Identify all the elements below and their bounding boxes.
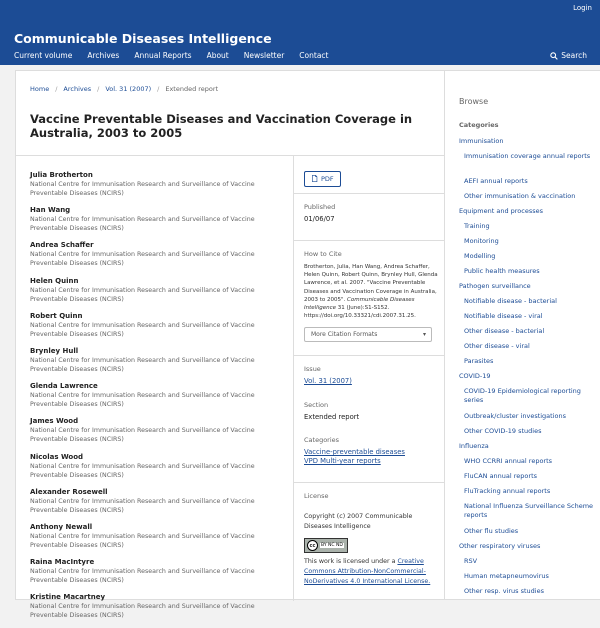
category-group-link[interactable]: Equipment and processes — [459, 207, 544, 215]
author-name: Alexander Rosewell — [30, 487, 108, 496]
author-affiliation: National Centre for Immunisation Research and Surveillance of Vaccine Preventable Diseases (NCIRS) — [30, 603, 255, 620]
categories-block — [304, 436, 439, 466]
breadcrumb — [30, 85, 218, 93]
author-affiliation: National Centre for Immunisation Research and Surveillance of Vaccine Preventable Diseases (NCIRS) — [30, 356, 255, 373]
breadcrumb-archives[interactable]: Archives — [63, 85, 92, 93]
citation-authors: Brotherton, Julia, Han Wang, Andrea Schaffer, Helen Quinn, Robert Quinn, Brynley Hull, Glenda Lawrence, et al. 2007. "Vaccine Preventable Diseases and Vaccination Coverage in Australia, 2003 to 2005". — [304, 264, 438, 303]
category-link[interactable]: COVID-19 Epidemiological reporting series — [464, 387, 581, 404]
browse-heading: Browse — [459, 97, 489, 106]
category-link[interactable]: Other COVID-19 studies — [464, 427, 542, 435]
citation-journal: Communicable Diseases Intelligence — [304, 296, 415, 312]
category-link[interactable]: Modelling — [464, 252, 496, 260]
category-link[interactable]: FluCAN annual reports — [464, 472, 538, 480]
category-link[interactable]: Human metapneumovirus — [464, 572, 549, 580]
nav-current-volume[interactable]: Current volume — [14, 51, 73, 60]
nav-contact[interactable]: Contact — [299, 51, 329, 60]
categories-label: Categories — [304, 436, 340, 444]
author-affiliation: National Centre for Immunisation Research and Surveillance of Vaccine Preventable Diseases (NCIRS) — [30, 497, 255, 514]
author-entry — [30, 453, 285, 488]
divider — [16, 155, 446, 156]
license-intro: This work is licensed under a — [304, 558, 396, 565]
category-link[interactable]: Immunisation coverage annual reports — [464, 152, 591, 160]
author-name: Robert Quinn — [30, 311, 83, 320]
breadcrumb-home[interactable]: Home — [30, 85, 50, 93]
category-group-link[interactable]: Influenza — [459, 442, 489, 450]
author-affiliation: National Centre for Immunisation Research and Surveillance of Vaccine Preventable Diseases (NCIRS) — [30, 392, 255, 409]
cite-label: How to Cite — [304, 250, 342, 258]
category-link[interactable]: Notifiable disease - viral — [464, 312, 543, 320]
section-label: Section — [304, 401, 329, 409]
author-affiliation: National Centre for Immunisation Research and Surveillance of Vaccine Preventable Diseases (NCIRS) — [30, 181, 255, 197]
nav-archives[interactable]: Archives — [87, 51, 120, 60]
nav-about[interactable]: About — [206, 51, 229, 60]
author-affiliation: National Centre for Immunisation Research and Surveillance of Vaccine Preventable Diseases (NCIRS) — [30, 251, 255, 268]
page-title: Vaccine Preventable Diseases and Vaccination Coverage in Australia, 2003 to 2005 — [30, 112, 413, 140]
citation-formats-dropdown[interactable] — [304, 327, 432, 342]
author-name: Glenda Lawrence — [30, 382, 98, 391]
section-block — [304, 401, 439, 422]
author-affiliation: National Centre for Immunisation Research and Surveillance of Vaccine Preventable Diseases (NCIRS) — [30, 532, 255, 549]
author-entry — [30, 593, 285, 628]
author-entry — [30, 171, 285, 206]
search-link[interactable] — [550, 51, 587, 60]
caret-down-icon: ▾ — [422, 331, 426, 339]
category-link[interactable]: Vaccine-preventable diseases — [304, 448, 405, 456]
article-details — [304, 167, 439, 585]
article-panel — [15, 70, 445, 620]
category-link[interactable]: Other disease - viral — [464, 342, 530, 350]
author-entry — [30, 277, 285, 312]
category-link[interactable]: Public health measures — [464, 267, 540, 275]
license-link[interactable]: Creative Commons Attribution-NonCommercial-NoDerivatives 4.0 International License. — [304, 558, 431, 585]
category-link[interactable]: National Influenza Surveillance Scheme reports — [464, 502, 594, 519]
divider — [294, 193, 446, 194]
category-link[interactable]: RSV — [464, 557, 478, 565]
divider — [294, 482, 446, 483]
pdf-label: PDF — [321, 174, 334, 183]
nav-newsletter[interactable]: Newsletter — [243, 51, 285, 60]
category-link[interactable]: Parasites — [464, 357, 494, 365]
category-link[interactable]: FluTracking annual reports — [464, 487, 551, 495]
cc-by-nc-nd-label: BY NC ND — [321, 543, 343, 548]
divider — [294, 355, 446, 356]
search-icon — [550, 52, 558, 60]
license-label: License — [304, 492, 329, 500]
category-group-link[interactable]: Pathogen surveillance — [459, 282, 531, 290]
published-date: 01/06/07 — [304, 215, 335, 223]
category-link[interactable]: Notifiable disease - bacterial — [464, 297, 557, 305]
divider — [293, 155, 294, 601]
login-link[interactable]: Login — [573, 4, 592, 12]
author-name: James Wood — [30, 417, 79, 426]
citation-block — [304, 250, 439, 342]
nav-annual-reports[interactable]: Annual Reports — [134, 51, 192, 60]
file-pdf-icon — [311, 175, 318, 182]
author-affiliation: National Centre for Immunisation Research and Surveillance of Vaccine Preventable Diseases (NCIRS) — [30, 568, 255, 585]
main-nav — [14, 51, 328, 60]
author-entry — [30, 312, 285, 347]
author-entry — [30, 523, 285, 558]
issue-label: Issue — [304, 365, 321, 373]
issue-link[interactable]: Vol. 31 (2007) — [304, 377, 352, 385]
author-affiliation: National Centre for Immunisation Research and Surveillance of Vaccine Preventable Diseases (NCIRS) — [30, 216, 255, 233]
category-link[interactable]: AEFI annual reports — [464, 177, 528, 185]
category-link[interactable]: WHO CCRRI annual reports — [464, 457, 553, 465]
author-affiliation: National Centre for Immunisation Research and Surveillance of Vaccine Preventable Diseases (NCIRS) — [30, 286, 255, 303]
author-entry — [30, 558, 285, 593]
published-block — [304, 203, 439, 224]
category-link[interactable]: Other resp. virus studies — [464, 587, 544, 595]
license-text — [304, 557, 439, 587]
search-label: Search — [561, 51, 587, 60]
citation-rest: 31 (June):S1-S152. https://doi.org/10.33321/cdi.2007.31.25. — [304, 305, 416, 320]
breadcrumb-separator: / — [97, 85, 100, 93]
category-link[interactable]: Outbreak/cluster investigations — [464, 412, 567, 420]
category-link[interactable]: Other disease - bacterial — [464, 327, 545, 335]
author-entry — [30, 241, 285, 276]
cc-license-badge[interactable] — [304, 538, 348, 553]
author-name: Kristine Macartney — [30, 593, 106, 602]
author-name: Nicolas Wood — [30, 452, 84, 461]
divider — [294, 240, 446, 241]
category-link[interactable]: Training — [464, 222, 490, 230]
author-entry — [30, 347, 285, 382]
author-name: Julia Brotherton — [30, 171, 93, 179]
breadcrumb-issue[interactable]: Vol. 31 (2007) — [105, 85, 152, 93]
author-affiliation: National Centre for Immunisation Research and Surveillance of Vaccine Preventable Diseases (NCIRS) — [30, 427, 255, 444]
author-entry — [30, 417, 285, 452]
pdf-download-button[interactable] — [304, 171, 341, 187]
site-header — [0, 0, 600, 65]
browse-sidebar — [445, 70, 600, 600]
category-group-link[interactable]: Other respiratory viruses — [459, 542, 541, 550]
author-name: Helen Quinn — [30, 276, 79, 285]
author-name: Anthony Newall — [30, 522, 93, 531]
author-name: Brynley Hull — [30, 346, 79, 355]
author-affiliation: National Centre for Immunisation Research and Surveillance of Vaccine Preventable Diseases (NCIRS) — [30, 462, 255, 479]
breadcrumb-current: Extended report — [165, 85, 219, 93]
categories-heading: Categories — [459, 121, 499, 129]
license-block — [304, 492, 439, 587]
breadcrumb-separator: / — [157, 85, 160, 93]
category-link[interactable]: Other flu studies — [464, 527, 519, 535]
site-title[interactable]: Communicable Diseases Intelligence — [14, 31, 272, 46]
author-name: Han Wang — [30, 206, 71, 215]
copyright-text: Copyright (c) 2007 Communicable Diseases Intelligence — [304, 513, 413, 530]
issue-block — [304, 365, 439, 386]
category-link[interactable]: VPD Multi-year reports — [304, 457, 381, 465]
citation-formats-label: More Citation Formats — [311, 331, 378, 339]
author-entry — [30, 382, 285, 417]
creative-commons-icon: cc — [307, 540, 318, 551]
citation-text — [304, 263, 439, 320]
author-name: Andrea Schaffer — [30, 241, 94, 250]
author-name: Raina MacIntyre — [30, 558, 95, 567]
category-group-link[interactable]: COVID-19 — [459, 372, 491, 380]
published-label: Published — [304, 203, 336, 211]
category-group-link[interactable]: Immunisation — [459, 137, 504, 145]
author-entry — [30, 488, 285, 523]
category-link[interactable]: Other immunisation & vaccination — [464, 192, 576, 200]
author-entry — [30, 206, 285, 241]
breadcrumb-separator: / — [55, 85, 58, 93]
category-list — [459, 137, 594, 602]
section-value: Extended report — [304, 413, 360, 421]
author-list — [30, 171, 285, 628]
category-link[interactable]: Monitoring — [464, 237, 499, 245]
author-affiliation: National Centre for Immunisation Research and Surveillance of Vaccine Preventable Diseases (NCIRS) — [30, 321, 255, 338]
